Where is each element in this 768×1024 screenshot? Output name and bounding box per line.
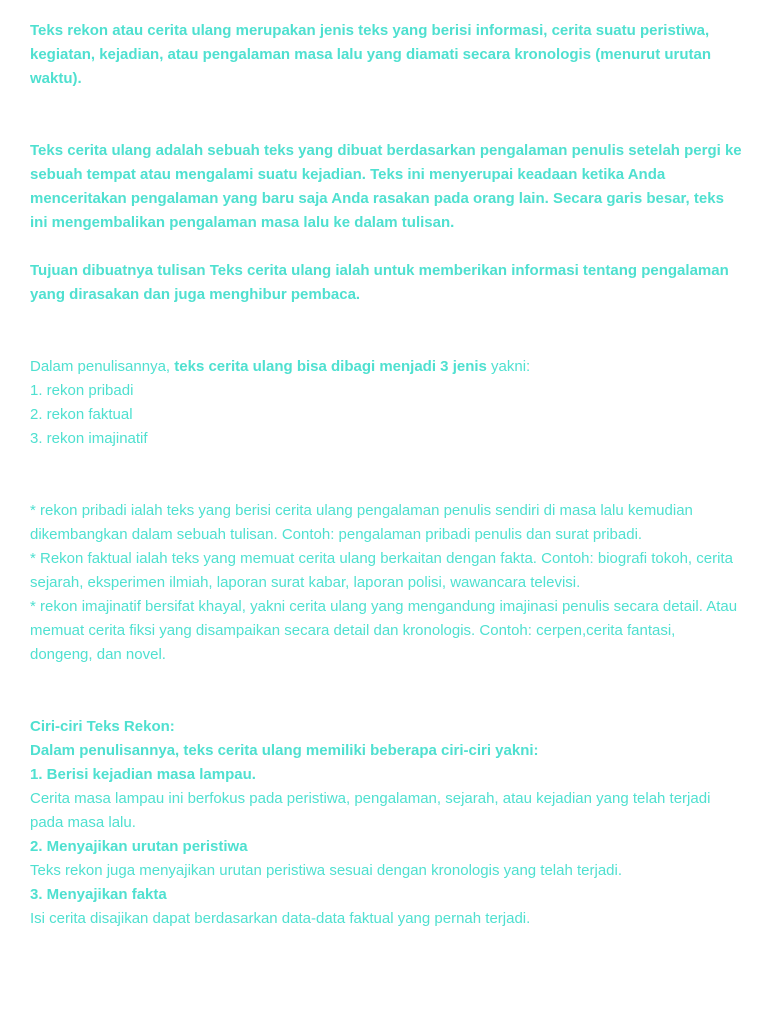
characteristic-text: Isi cerita disajikan dapat berdasarkan data-data faktual yang pernah terjadi. xyxy=(30,910,531,927)
type-description-factual: * Rekon faktual ialah teks yang memuat cerita ulang berkaitan dengan fakta. Contoh: biografi tokoh, cerita sejarah, eksperimen ilmiah, laporan surat kabar, laporan polisi, wawancara televisi. xyxy=(30,550,733,591)
characteristic-heading: 1. Berisi kejadian masa lampau. xyxy=(30,766,256,783)
spacer xyxy=(30,307,742,355)
characteristic-heading: 2. Menyajikan urutan peristiwa xyxy=(30,838,248,855)
paragraph-definition: Teks rekon atau cerita ulang merupakan jenis teks yang berisi informasi, cerita suatu peristiwa, kegiatan, kejadian, atau pengalaman masa lalu yang diamati secara kronologis (menurut urutan waktu). xyxy=(30,22,712,87)
types-intro xyxy=(30,355,742,379)
characteristics-section xyxy=(30,715,742,931)
spacer xyxy=(30,667,742,715)
spacer xyxy=(30,451,742,499)
paragraph-explanation: Teks cerita ulang adalah sebuah teks yang dibuat berdasarkan pengalaman penulis setelah pergi ke sebuah tempat atau mengalami suatu kejadian. Teks ini menyerupai keadaan ketika Anda menceritakan pengalaman yang baru saja Anda rasakan pada orang lain. Secara garis besar, teks ini mengembalikan pengalaman masa lalu ke dalam tulisan. xyxy=(30,142,742,231)
characteristic-heading: 3. Menyajikan fakta xyxy=(30,886,167,903)
characteristics-title: Ciri-ciri Teks Rekon: xyxy=(30,718,175,735)
type-description-imaginative: * rekon imajinatif bersifat khayal, yakni cerita ulang yang mengandung imajinasi penulis secara detail. Atau memuat cerita fiksi yang disampaikan secara detail dan kronologis. Contoh: cerpen,cerita fantasi, dongeng, dan novel. xyxy=(30,598,738,663)
characteristic-text: Cerita masa lampau ini berfokus pada peristiwa, pengalaman, sejarah, atau kejadian yang telah terjadi pada masa lalu. xyxy=(30,790,711,831)
types-intro-post: yakni: xyxy=(486,358,531,375)
types-list-item: 3. rekon imajinatif xyxy=(30,430,148,447)
paragraph-purpose: Tujuan dibuatnya tulisan Teks cerita ulang ialah untuk memberikan informasi tentang pengalaman yang dirasakan dan juga menghibur pembaca. xyxy=(30,262,729,303)
types-list-item: 1. rekon pribadi xyxy=(30,382,134,399)
spacer xyxy=(30,235,742,259)
document-body xyxy=(30,19,742,931)
spacer xyxy=(30,91,742,139)
characteristic-text: Teks rekon juga menyajikan urutan peristiwa sesuai dengan kronologis yang telah terjadi. xyxy=(30,862,623,879)
type-description-personal: * rekon pribadi ialah teks yang berisi cerita ulang pengalaman penulis sendiri di masa lalu kemudian dikembangkan dalam sebuah tulisan. Contoh: pengalaman pribadi penulis dan surat pribadi. xyxy=(30,502,693,543)
types-intro-pre: Dalam penulisannya, xyxy=(30,358,175,375)
types-description-section xyxy=(30,499,742,667)
types-list-item: 2. rekon faktual xyxy=(30,406,133,423)
characteristics-intro: Dalam penulisannya, teks cerita ulang memiliki beberapa ciri-ciri yakni: xyxy=(30,742,539,759)
types-intro-bold: teks cerita ulang bisa dibagi menjadi 3 jenis xyxy=(174,358,487,375)
types-section xyxy=(30,355,742,451)
